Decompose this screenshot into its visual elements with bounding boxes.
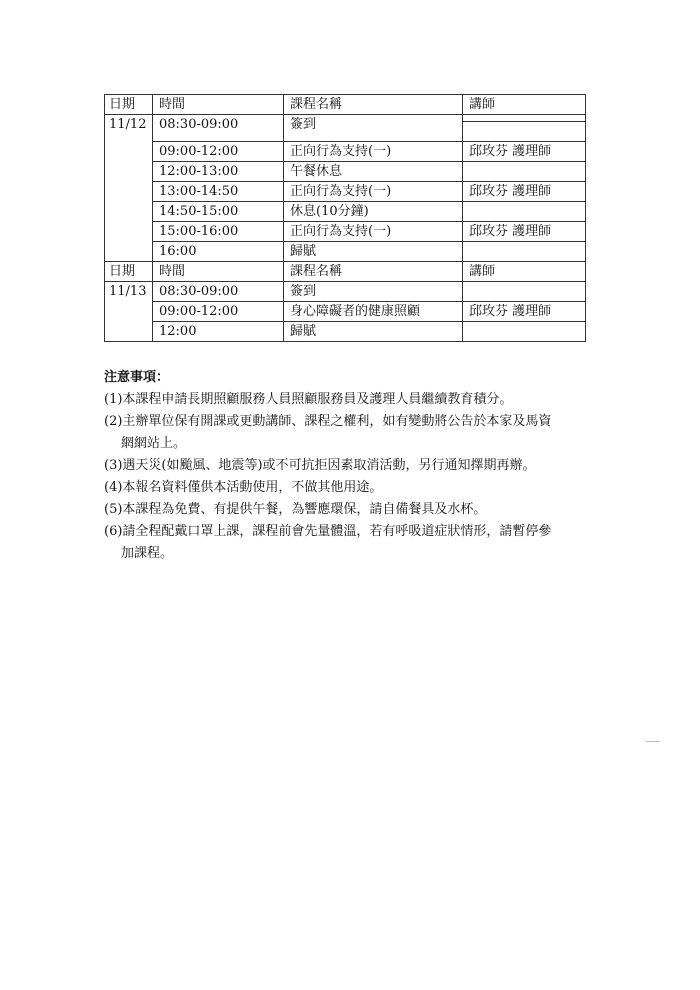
lecturer-cell	[463, 202, 586, 222]
note-text: (6)請全程配戴口罩上課，課程前會先量體溫，若有呼吸道症狀情形，請暫停參	[104, 524, 552, 539]
table-row	[105, 322, 586, 342]
note-item	[104, 521, 604, 565]
course-cell: 歸賦	[284, 242, 463, 262]
lecturer-cell	[463, 282, 586, 302]
header-course: 課程名稱	[284, 262, 463, 282]
header-date: 日期	[105, 262, 153, 282]
note-text: (3)遇天災(如颱風、地震等)或不可抗拒因素取消活動，另行通知擇期再辦。	[104, 458, 536, 473]
time-cell: 14:50-15:00	[153, 202, 284, 222]
note-item	[104, 499, 604, 521]
table-row	[105, 115, 586, 122]
lecturer-cell-empty	[463, 122, 586, 142]
note-continuation: 網網站上。	[121, 436, 187, 451]
table-row	[105, 202, 586, 222]
table-row	[105, 182, 586, 202]
header-date: 日期	[105, 95, 153, 115]
date-cell: 11/12	[105, 115, 153, 262]
scan-speck	[646, 741, 660, 742]
time-cell: 08:30-09:00	[153, 282, 284, 302]
header-time: 時間	[153, 95, 284, 115]
table-row	[105, 142, 586, 162]
time-cell: 15:00-16:00	[153, 222, 284, 242]
table-header-row	[105, 262, 586, 282]
table-header-row	[105, 95, 586, 115]
course-cell: 正向行為支持(一)	[284, 142, 463, 162]
note-text: (5)本課程為免費、有提供午餐，為響應環保，請自備餐具及水杯。	[104, 502, 487, 517]
course-cell: 午餐休息	[284, 162, 463, 182]
course-cell: 簽到	[284, 115, 463, 142]
note-item	[104, 477, 604, 499]
note-item	[104, 411, 604, 455]
header-lecturer: 講師	[463, 262, 586, 282]
course-cell: 休息(10分鐘)	[284, 202, 463, 222]
course-cell: 簽到	[284, 282, 463, 302]
course-cell: 正向行為支持(一)	[284, 222, 463, 242]
course-cell: 身心障礙者的健康照顧	[284, 302, 463, 322]
lecturer-cell: 邱玫芬 護理師	[463, 222, 586, 242]
table-row	[105, 222, 586, 242]
date-cell: 11/13	[105, 282, 153, 342]
course-cell: 歸賦	[284, 322, 463, 342]
course-schedule-table	[104, 94, 586, 342]
lecturer-cell: 邱玫芬 護理師	[463, 142, 586, 162]
time-cell: 16:00	[153, 242, 284, 262]
note-continuation: 加課程。	[121, 546, 174, 561]
table-row	[105, 302, 586, 322]
table-row	[105, 282, 586, 302]
note-item	[104, 455, 604, 477]
header-lecturer: 講師	[463, 95, 586, 115]
time-cell: 12:00	[153, 322, 284, 342]
note-text: (4)本報名資料僅供本活動使用，不做其他用途。	[104, 480, 383, 495]
table-row	[105, 162, 586, 182]
header-time: 時間	[153, 262, 284, 282]
lecturer-cell	[463, 242, 586, 262]
time-cell: 09:00-12:00	[153, 142, 284, 162]
note-item	[104, 389, 604, 411]
lecturer-cell: 邱玫芬 護理師	[463, 302, 586, 322]
note-text: (1)本課程申請長期照顧服務人員照顧服務員及護理人員繼續教育積分。	[104, 392, 513, 407]
lecturer-cell	[463, 115, 586, 122]
course-cell: 正向行為支持(一)	[284, 182, 463, 202]
table-row	[105, 242, 586, 262]
notes-title: 注意事項：	[104, 370, 170, 385]
time-cell: 08:30-09:00	[153, 115, 284, 142]
time-cell: 13:00-14:50	[153, 182, 284, 202]
header-course: 課程名稱	[284, 95, 463, 115]
notes-section	[104, 367, 604, 565]
lecturer-cell: 邱玫芬 護理師	[463, 182, 586, 202]
note-text: (2)主辦單位保有開課或更動講師、課程之權利，如有變動將公告於本家及馬資	[104, 414, 552, 429]
lecturer-cell	[463, 322, 586, 342]
time-cell: 09:00-12:00	[153, 302, 284, 322]
lecturer-cell	[463, 162, 586, 182]
time-cell: 12:00-13:00	[153, 162, 284, 182]
